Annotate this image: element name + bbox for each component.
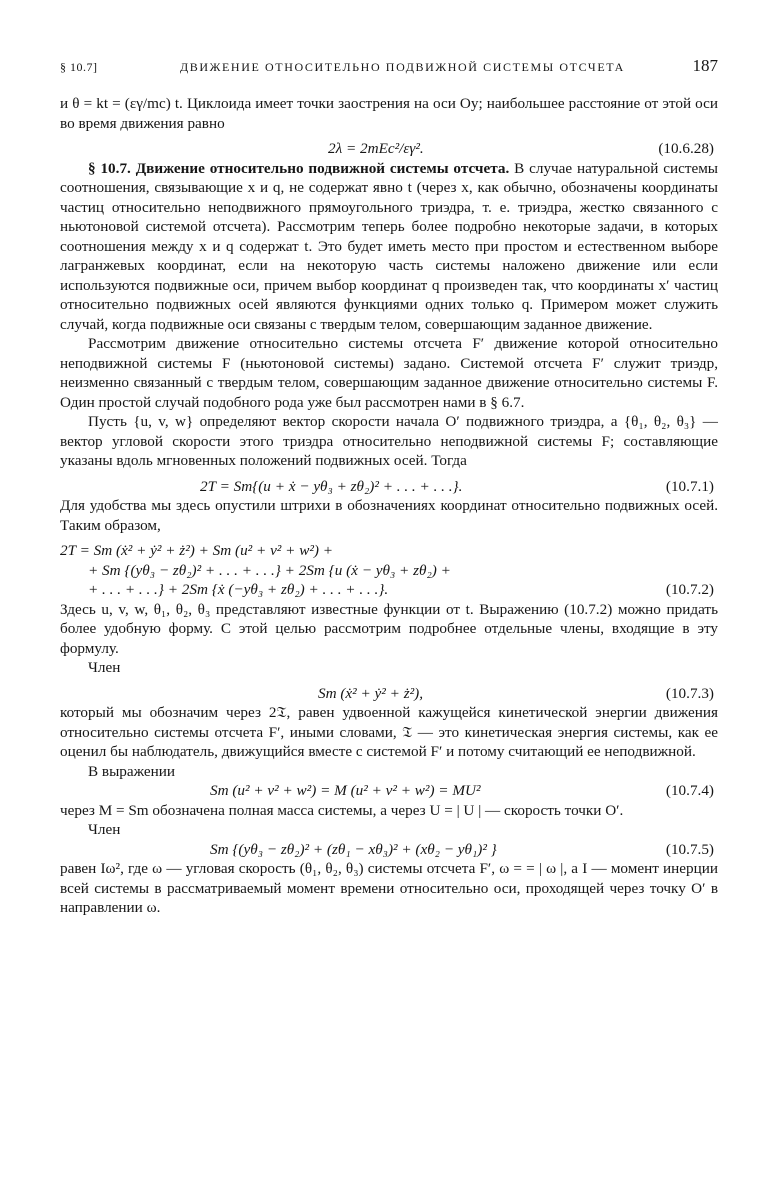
equation-formula: + . . . + . . .} + 2Sm {ẋ (−yθ₃ + zθ₂) + . . . + . . .}. xyxy=(88,581,389,598)
paragraph-velocity-vectors: Пусть {u, v, w} определяют вектор скорости начала O′ подвижного триэдра, а {θ₁, θ₂, θ₃} — вектор угловой скорости этого триэдра относительно неподвижной системы F; составляющие указаны вдоль мгновенных положений подвижных осей. Тогда xyxy=(60,413,718,469)
page-body xyxy=(60,94,718,918)
page-number: 187 xyxy=(692,56,718,75)
equation-10-7-2-line-3 xyxy=(60,580,718,600)
equation-formula: 2T = Sm{(u + ẋ − yθ₃ + zθ₂)² + . . . + . . .}. xyxy=(200,477,463,495)
running-header xyxy=(60,56,718,80)
equation-number: (10.7.3) xyxy=(665,684,714,702)
equation-number: (10.7.5) xyxy=(665,840,714,858)
header-title: ДВИЖЕНИЕ ОТНОСИТЕЛЬНО ПОДВИЖНОЙ СИСТЕМЫ ОТСЧЕТА xyxy=(180,60,625,74)
equation-10-7-2-line-1 xyxy=(60,541,718,561)
equation-10-7-2-line-2 xyxy=(60,561,718,581)
equation-formula: 2λ = 2mEc²/εγ². xyxy=(328,140,424,157)
paragraph-known-functions: Здесь u, v, w, θ₁, θ₂, θ₃ представляют известные функции от t. Выражению (10.7.2) можно придать более удобную форму. С этой целью рассмотрим подробнее отдельные члены, входящие в эту формулу. xyxy=(60,600,718,657)
word-term-1: Член xyxy=(88,659,121,676)
paragraph-apparent-energy: который мы обозначим через 2𝔗, равен удвоенной кажущейся кинетической энергии движения относительно системы отсчета F′, иными словами, 𝔗 — это кинетическая энергия системы, как ее оценил бы наблюдатель, движущийся вместе с системой F′ и потому считающий ее неподвижной. xyxy=(60,704,718,760)
equation-number: (10.7.1) xyxy=(665,477,714,495)
equation-formula: + Sm {(yθ₃ − zθ₂)² + . . . + . . .} + 2Sm {u (ẋ − yθ₃ + zθ₂) + xyxy=(88,561,451,579)
equation-10-6-28 xyxy=(60,139,718,159)
equation-formula: Sm (u² + v² + w²) = M (u² + v² + w²) = MU² xyxy=(210,782,481,799)
equation-formula: Sm (ẋ² + ẏ² + ż²), xyxy=(318,684,424,702)
section-heading: § 10.7. Движение относительно подвижной системы отсчета. xyxy=(88,159,510,177)
paragraph-cycloid: и θ = kt = (εγ/mc) t. Циклоида имеет точки заострения на оси Oy; наибольшее расстояние от этой оси во время движения равно xyxy=(60,95,718,132)
equation-formula: Sm {(yθ₃ − zθ₂)² + (zθ₁ − xθ₃)² + (xθ₂ − yθ₁)² } xyxy=(210,840,497,858)
paragraph-reference-frame: Рассмотрим движение относительно системы отсчета F′ движение которой относительно неподвижной системы F (ньютоновой системы) задано. Системой отсчета F′ служит триэдр, неизменно связанный с твердым телом, совершающим заданное движение относительно системы F. Один простой случай подобного рода уже был рассмотрен нами в § 6.7. xyxy=(60,335,718,411)
header-section-ref: § 10.7] xyxy=(60,60,98,74)
word-term-2: Член xyxy=(88,821,121,838)
equation-10-7-4 xyxy=(60,781,718,801)
paragraph-primes-omitted: Для удобства мы здесь опустили штрихи в обозначениях координат относительно подвижных осей. Таким образом, xyxy=(60,497,718,534)
equation-10-7-5 xyxy=(60,840,718,860)
equation-formula: 2T = Sm (ẋ² + ẏ² + ż²) + Sm (u² + v² + w²) + xyxy=(60,542,333,559)
section-paragraph xyxy=(60,159,718,335)
equation-number: (10.7.4) xyxy=(665,782,714,799)
word-in-expression: В выражении xyxy=(88,762,176,780)
equation-10-7-3 xyxy=(60,684,718,704)
paragraph-total-mass: через M = Sm обозначена полная масса системы, а через U = | U | — скорость точки O′. xyxy=(60,801,624,819)
equation-number: (10.7.2) xyxy=(665,581,714,598)
paragraph-moment-of-inertia: равен Iω², где ω — угловая скорость (θ₁, θ₂, θ₃) системы отсчета F′, ω = = | ω |, а I — момент инерции всей системы в рассматриваемый момент времени относительно оси, проходящей через точку O′ в направлении ω. xyxy=(60,860,718,916)
section-text: В случае натуральной системы соотношения, связывающие x и q, не содержат явно t (через x, как обычно, обозначены координаты частиц относительно неподвижного прямоугольного триэдра, т. е. триэдра, жестко связанного с ньютоновой системой отсчета). Рассмотрим теперь более подробно некоторые задачи, в которых соотношения между x и q содержат t. Это будет иметь место при простом и естественном выборе лагранжевых координат, если на некоторую часть системы наложено движение или если используются подвижные оси, причем выбор координат q произведен так, что координаты x′ частиц относительно подвижных осей являются функциями одних только q. Примером может служить случай, когда подвижные оси связаны с твердым телом, совершающим заданное движение. xyxy=(60,159,719,333)
equation-number: (10.6.28) xyxy=(658,140,714,157)
equation-10-7-1 xyxy=(60,477,718,497)
